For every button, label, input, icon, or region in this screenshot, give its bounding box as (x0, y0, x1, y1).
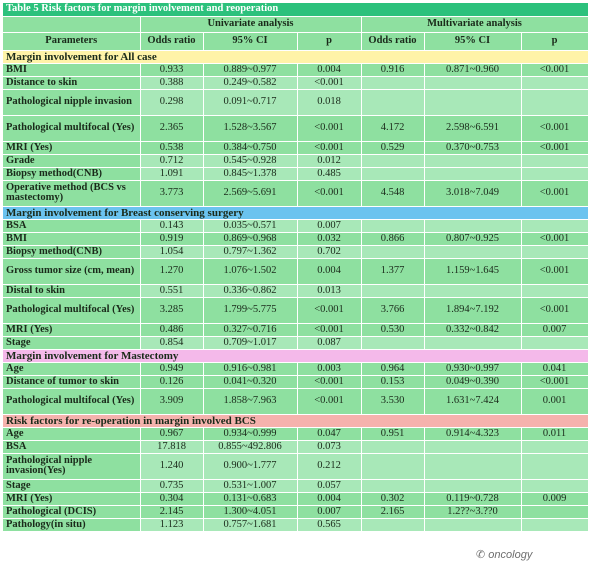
column-header: p (297, 32, 361, 50)
value-cell: 0.486 (140, 323, 203, 336)
wechat-icon: ✆ (476, 549, 486, 561)
parameter-cell: BMI (3, 232, 140, 245)
table-row (3, 232, 588, 245)
parameter-cell: Pathological nipple invasion (3, 89, 140, 115)
table-row (3, 492, 588, 505)
value-cell: 1.799~5.775 (203, 297, 297, 323)
table-row (3, 180, 588, 206)
value-cell: 0.854 (140, 336, 203, 349)
value-cell: <0.001 (297, 141, 361, 154)
value-cell (521, 154, 588, 167)
table-row (3, 453, 588, 479)
value-cell: <0.001 (521, 232, 588, 245)
value-cell: 0.967 (140, 427, 203, 440)
table-row (3, 167, 588, 180)
header-group-row (3, 16, 588, 32)
value-cell (361, 89, 424, 115)
parameter-cell: Biopsy method(CNB) (3, 167, 140, 180)
value-cell: 1.076~1.502 (203, 258, 297, 284)
value-cell: 0.035~0.571 (203, 219, 297, 232)
parameter-cell: Operative method (BCS vs mastectomy) (3, 180, 140, 206)
value-cell: <0.001 (521, 297, 588, 323)
table-row (3, 297, 588, 323)
value-cell: 0.545~0.928 (203, 154, 297, 167)
value-cell (521, 479, 588, 492)
value-cell (424, 479, 521, 492)
value-cell: 0.702 (297, 245, 361, 258)
table-title: Table 5 Risk factors for margin involvement and reoperation (3, 3, 588, 16)
value-cell (361, 336, 424, 349)
value-cell: <0.001 (297, 115, 361, 141)
section-title: Margin involvement for All case (3, 50, 588, 63)
value-cell: 0.889~0.977 (203, 63, 297, 76)
value-cell: 0.916~0.981 (203, 362, 297, 375)
table-row (3, 479, 588, 492)
table-row (3, 284, 588, 297)
value-cell: 0.871~0.960 (424, 63, 521, 76)
value-cell (424, 89, 521, 115)
value-cell: 0.914~4.323 (424, 427, 521, 440)
table-row (3, 245, 588, 258)
value-cell: 0.003 (297, 362, 361, 375)
value-cell: 0.951 (361, 427, 424, 440)
value-cell: 0.855~492.806 (203, 440, 297, 453)
column-header: Odds ratio (361, 32, 424, 50)
value-cell: 2.145 (140, 505, 203, 518)
value-cell: 0.485 (297, 167, 361, 180)
value-cell: 0.009 (521, 492, 588, 505)
value-cell: 3.909 (140, 388, 203, 414)
parameter-cell: MRI (Yes) (3, 492, 140, 505)
value-cell: 4.548 (361, 180, 424, 206)
value-cell (361, 479, 424, 492)
value-cell (521, 167, 588, 180)
value-cell: 0.126 (140, 375, 203, 388)
value-cell: 0.302 (361, 492, 424, 505)
value-cell: 0.551 (140, 284, 203, 297)
value-cell: 3.285 (140, 297, 203, 323)
value-cell: 2.365 (140, 115, 203, 141)
parameter-cell: Biopsy method(CNB) (3, 245, 140, 258)
multivariate-header: Multivariate analysis (361, 16, 588, 32)
section-header-row (3, 349, 588, 362)
value-cell: 1.2??~3.??0 (424, 505, 521, 518)
value-cell: 0.934~0.999 (203, 427, 297, 440)
value-cell (424, 284, 521, 297)
parameter-cell: Grade (3, 154, 140, 167)
value-cell: 0.007 (521, 323, 588, 336)
column-header: 95% CI (424, 32, 521, 50)
univariate-header: Univariate analysis (140, 16, 361, 32)
value-cell: 0.007 (297, 219, 361, 232)
section-header-row (3, 206, 588, 219)
value-cell: <0.001 (521, 375, 588, 388)
parameter-cell: Pathological multifocal (Yes) (3, 388, 140, 414)
value-cell: 0.866 (361, 232, 424, 245)
value-cell: 1.091 (140, 167, 203, 180)
value-cell: 0.018 (297, 89, 361, 115)
value-cell: 1.377 (361, 258, 424, 284)
value-cell (424, 154, 521, 167)
value-cell: 0.712 (140, 154, 203, 167)
parameter-cell: Pathology(in situ) (3, 518, 140, 531)
value-cell: 0.930~0.997 (424, 362, 521, 375)
value-cell: 0.388 (140, 76, 203, 89)
value-cell: 0.131~0.683 (203, 492, 297, 505)
value-cell: 1.528~3.567 (203, 115, 297, 141)
value-cell: 0.041~0.320 (203, 375, 297, 388)
value-cell: 3.018~7.049 (424, 180, 521, 206)
value-cell (521, 219, 588, 232)
value-cell (361, 453, 424, 479)
value-cell: 0.011 (521, 427, 588, 440)
value-cell (424, 440, 521, 453)
value-cell: 0.004 (297, 492, 361, 505)
parameter-cell: BSA (3, 440, 140, 453)
value-cell: 0.530 (361, 323, 424, 336)
value-cell: 0.249~0.582 (203, 76, 297, 89)
section-title: Margin involvement for Breast conserving surgery (3, 206, 588, 219)
watermark (476, 548, 532, 561)
value-cell: 1.300~4.051 (203, 505, 297, 518)
value-cell (521, 518, 588, 531)
value-cell (521, 453, 588, 479)
table-title-row (3, 3, 588, 16)
parameter-cell: Pathological nipple invasion(Yes) (3, 453, 140, 479)
parameter-cell: Age (3, 427, 140, 440)
value-cell: 1.054 (140, 245, 203, 258)
value-cell (361, 518, 424, 531)
column-header: Odds ratio (140, 32, 203, 50)
parameter-cell: BSA (3, 219, 140, 232)
risk-factor-table (3, 3, 589, 532)
value-cell (521, 440, 588, 453)
value-cell: 0.735 (140, 479, 203, 492)
value-cell: <0.001 (521, 63, 588, 76)
parameter-cell: Distance of tumor to skin (3, 375, 140, 388)
parameter-cell: Age (3, 362, 140, 375)
value-cell: 1.270 (140, 258, 203, 284)
parameter-cell: Pathological multifocal (Yes) (3, 115, 140, 141)
value-cell: 0.949 (140, 362, 203, 375)
table-row (3, 63, 588, 76)
value-cell: <0.001 (297, 388, 361, 414)
parameter-cell: Stage (3, 479, 140, 492)
value-cell: 0.091~0.717 (203, 89, 297, 115)
value-cell: 0.049~0.390 (424, 375, 521, 388)
value-cell: 1.123 (140, 518, 203, 531)
value-cell: 0.004 (297, 63, 361, 76)
table-body (3, 3, 588, 531)
value-cell: 0.797~1.362 (203, 245, 297, 258)
value-cell: 0.304 (140, 492, 203, 505)
value-cell: 0.073 (297, 440, 361, 453)
value-cell: 0.298 (140, 89, 203, 115)
value-cell (361, 219, 424, 232)
value-cell: 0.933 (140, 63, 203, 76)
value-cell: 1.858~7.963 (203, 388, 297, 414)
value-cell: 2.569~5.691 (203, 180, 297, 206)
table-row (3, 141, 588, 154)
value-cell: 0.845~1.378 (203, 167, 297, 180)
value-cell: 0.143 (140, 219, 203, 232)
value-cell: 0.807~0.925 (424, 232, 521, 245)
value-cell: 2.598~6.591 (424, 115, 521, 141)
section-header-row (3, 50, 588, 63)
value-cell: 0.001 (521, 388, 588, 414)
value-cell: 0.757~1.681 (203, 518, 297, 531)
value-cell: 0.336~0.862 (203, 284, 297, 297)
value-cell: 1.894~7.192 (424, 297, 521, 323)
parameter-cell: Distance to skin (3, 76, 140, 89)
value-cell: 17.818 (140, 440, 203, 453)
value-cell (361, 284, 424, 297)
table-row (3, 362, 588, 375)
value-cell (424, 245, 521, 258)
parameter-cell: Distal to skin (3, 284, 140, 297)
table-row (3, 427, 588, 440)
value-cell: 4.172 (361, 115, 424, 141)
value-cell: 0.041 (521, 362, 588, 375)
value-cell: <0.001 (297, 323, 361, 336)
parameter-cell: Stage (3, 336, 140, 349)
column-header: 95% CI (203, 32, 297, 50)
value-cell (424, 453, 521, 479)
value-cell: <0.001 (521, 141, 588, 154)
value-cell (521, 284, 588, 297)
value-cell: <0.001 (521, 180, 588, 206)
value-cell: <0.001 (521, 115, 588, 141)
value-cell: 0.153 (361, 375, 424, 388)
value-cell (361, 154, 424, 167)
value-cell: 0.087 (297, 336, 361, 349)
value-cell: <0.001 (521, 258, 588, 284)
parameter-cell: MRI (Yes) (3, 323, 140, 336)
column-header: p (521, 32, 588, 50)
table-row (3, 154, 588, 167)
value-cell: 0.964 (361, 362, 424, 375)
value-cell (521, 245, 588, 258)
value-cell (521, 505, 588, 518)
value-cell: 0.119~0.728 (424, 492, 521, 505)
value-cell: 0.869~0.968 (203, 232, 297, 245)
table-row (3, 115, 588, 141)
value-cell: 0.032 (297, 232, 361, 245)
table-row (3, 518, 588, 531)
table-row (3, 336, 588, 349)
value-cell: 1.631~7.424 (424, 388, 521, 414)
value-cell: 0.057 (297, 479, 361, 492)
table-row (3, 440, 588, 453)
table-row (3, 323, 588, 336)
value-cell: 0.900~1.777 (203, 453, 297, 479)
section-title: Margin involvement for Mastectomy (3, 349, 588, 362)
value-cell: 0.007 (297, 505, 361, 518)
value-cell: 0.709~1.017 (203, 336, 297, 349)
value-cell (521, 76, 588, 89)
value-cell (521, 89, 588, 115)
value-cell: 0.013 (297, 284, 361, 297)
value-cell: 0.332~0.842 (424, 323, 521, 336)
value-cell (361, 167, 424, 180)
value-cell: 0.004 (297, 258, 361, 284)
value-cell (361, 245, 424, 258)
header-spacer (3, 16, 140, 32)
parameter-cell: Pathological (DCIS) (3, 505, 140, 518)
parameter-cell: MRI (Yes) (3, 141, 140, 154)
value-cell (424, 76, 521, 89)
column-header: Parameters (3, 32, 140, 50)
value-cell: <0.001 (297, 297, 361, 323)
table-row (3, 388, 588, 414)
section-title: Risk factors for re-operation in margin involved BCS (3, 414, 588, 427)
value-cell (424, 167, 521, 180)
value-cell: 0.919 (140, 232, 203, 245)
value-cell (361, 76, 424, 89)
value-cell (424, 336, 521, 349)
value-cell: 3.773 (140, 180, 203, 206)
table-row (3, 76, 588, 89)
value-cell: 0.531~1.007 (203, 479, 297, 492)
table-row (3, 89, 588, 115)
value-cell (361, 440, 424, 453)
parameter-cell: Gross tumor size (cm, mean) (3, 258, 140, 284)
value-cell (424, 518, 521, 531)
value-cell: 3.530 (361, 388, 424, 414)
table-row (3, 258, 588, 284)
value-cell: <0.001 (297, 180, 361, 206)
column-header-row (3, 32, 588, 50)
value-cell: 0.370~0.753 (424, 141, 521, 154)
value-cell: 0.047 (297, 427, 361, 440)
value-cell: 3.766 (361, 297, 424, 323)
value-cell: 0.529 (361, 141, 424, 154)
value-cell: <0.001 (297, 375, 361, 388)
value-cell: 0.916 (361, 63, 424, 76)
value-cell (521, 336, 588, 349)
value-cell: 0.327~0.716 (203, 323, 297, 336)
value-cell: 0.384~0.750 (203, 141, 297, 154)
value-cell: 1.159~1.645 (424, 258, 521, 284)
value-cell: 2.165 (361, 505, 424, 518)
value-cell: 0.012 (297, 154, 361, 167)
section-header-row (3, 414, 588, 427)
parameter-cell: Pathological multifocal (Yes) (3, 297, 140, 323)
value-cell: 0.565 (297, 518, 361, 531)
parameter-cell: BMI (3, 63, 140, 76)
value-cell (424, 219, 521, 232)
table-row (3, 219, 588, 232)
table-row (3, 375, 588, 388)
value-cell: 0.538 (140, 141, 203, 154)
watermark-text: oncology (488, 549, 533, 561)
value-cell: 1.240 (140, 453, 203, 479)
value-cell: <0.001 (297, 76, 361, 89)
value-cell: 0.212 (297, 453, 361, 479)
table-row (3, 505, 588, 518)
